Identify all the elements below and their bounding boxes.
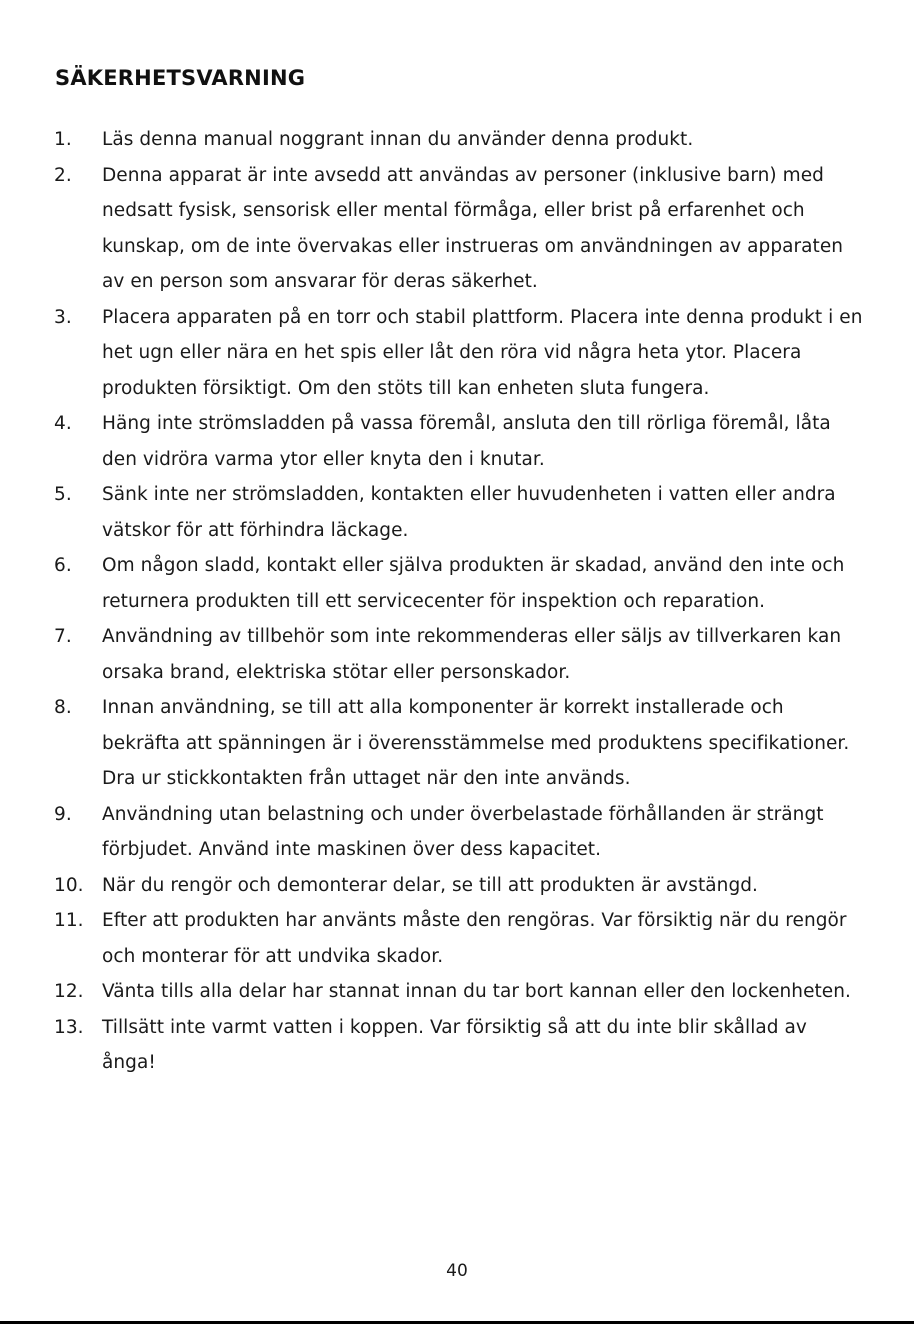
item-text: Denna apparat är inte avsedd att användas av personer (inklusive barn) med nedsatt fysisk, sensorisk eller mental förmåga, eller brist på erfarenhet och kunskap, om de inte övervakas eller instrueras om användningen av apparaten av en person som ansvarar för deras säkerhet. [102, 164, 844, 292]
list-item [0, 1010, 914, 1081]
safety-warning-list [0, 122, 914, 1081]
list-item [0, 477, 914, 548]
item-text: Vänta tills alla delar har stannat innan du tar bort kannan eller den lockenheten. [102, 981, 851, 1002]
item-text: Placera apparaten på en torr och stabil plattform. Placera inte denna produkt i en het ugn eller nära en het spis eller låt den röra vid några heta ytor. Placera produkten försiktigt. Om den stöts till kan enheten sluta fungera. [102, 306, 863, 399]
list-item [0, 548, 914, 619]
page-number: 40 [446, 1261, 468, 1281]
item-number: 2. [54, 164, 72, 186]
item-number: 11. [54, 910, 84, 931]
list-item [0, 690, 914, 797]
list-item [0, 797, 914, 868]
item-text: Läs denna manual noggrant innan du använder denna produkt. [102, 129, 694, 150]
item-number: 5. [54, 484, 72, 505]
item-number: 9. [54, 803, 72, 825]
item-number: 3. [54, 306, 72, 328]
list-item [0, 868, 914, 904]
item-text: Om någon sladd, kontakt eller själva produkten är skadad, använd den inte och returnera produkten till ett servicecenter för inspektion och reparation. [102, 555, 845, 612]
item-number: 13. [54, 1016, 84, 1038]
item-text: När du rengör och demonterar delar, se till att produkten är avstängd. [102, 874, 758, 896]
item-text: Innan användning, se till att alla komponenter är korrekt installerade och bekräfta att spänningen är i överensstämmelse med produktens specifikationer. Dra ur stickkontakten från uttaget när den inte används. [102, 697, 850, 789]
item-text: Häng inte strömsladden på vassa föremål, ansluta den till rörliga föremål, låta den vidröra varma ytor eller knyta den i knutar. [102, 413, 831, 470]
item-text: Användning av tillbehör som inte rekommenderas eller säljs av tillverkaren kan orsaka brand, elektriska stötar eller personskador. [102, 626, 842, 683]
item-text: Sänk inte ner strömsladden, kontakten eller huvudenheten i vatten eller andra vätskor för att förhindra läckage. [102, 484, 836, 541]
list-item [0, 974, 914, 1010]
item-number: 1. [54, 129, 72, 150]
item-number: 10. [54, 874, 84, 896]
item-text: Tillsätt inte varmt vatten i koppen. Var försiktig så att du inte blir skållad av ånga! [102, 1016, 807, 1073]
list-item [0, 903, 914, 974]
item-number: 7. [54, 626, 72, 647]
item-number: 8. [54, 697, 72, 718]
item-text: Efter att produkten har använts måste den rengöras. Var försiktig när du rengör och monterar för att undvika skador. [102, 910, 847, 967]
list-item [0, 406, 914, 477]
item-text: Användning utan belastning och under överbelastade förhållanden är strängt förbjudet. Använd inte maskinen över dess kapacitet. [102, 803, 824, 860]
list-item [0, 158, 914, 300]
list-item [0, 122, 914, 158]
item-number: 12. [54, 981, 84, 1002]
list-item [0, 300, 914, 407]
page-title: SÄKERHETSVARNING [55, 66, 306, 90]
item-number: 4. [54, 413, 72, 434]
list-item [0, 619, 914, 690]
item-number: 6. [54, 555, 72, 576]
